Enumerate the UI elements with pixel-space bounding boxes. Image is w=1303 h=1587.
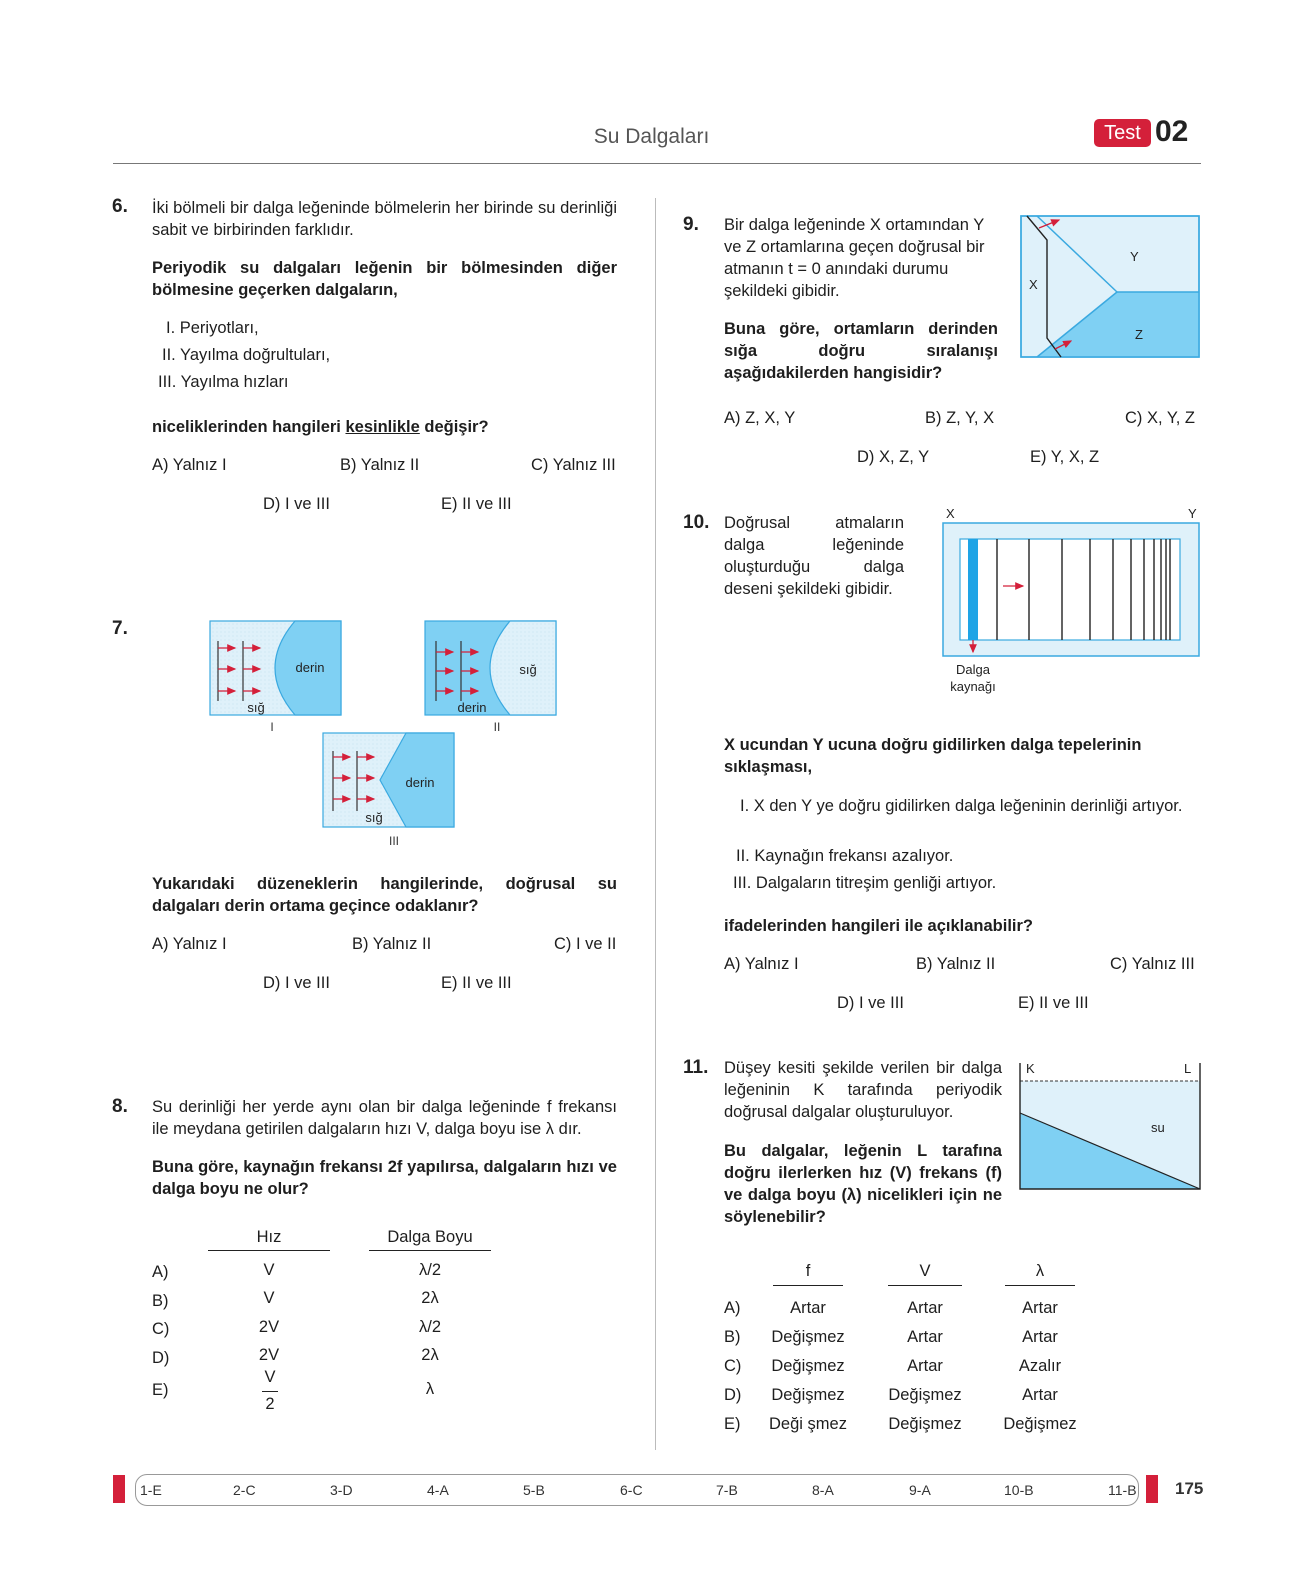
- footer-left-marker: [113, 1475, 125, 1503]
- question-stem: X ucundan Y ucuna doğru gidilirken dalga tepelerinin sıklaşması,: [724, 736, 1142, 776]
- page-number: 175: [1175, 1479, 1204, 1498]
- answer-key-item: 8-A: [812, 1482, 834, 1498]
- option-c[interactable]: C) I ve II: [554, 935, 617, 953]
- answer-key-item: 2-C: [233, 1482, 256, 1498]
- shallow-label: sığ: [247, 700, 265, 715]
- option-a[interactable]: A) Yalnız I: [152, 935, 227, 953]
- question-number: 10.: [683, 512, 710, 533]
- question-intro: Su derinliği her yerde aynı olan bir dalga leğeninde f frekansı ile meydana getirilen dalgaların hızı V, dalga boyu ise λ dır.: [152, 1098, 617, 1138]
- col-header-f: f: [805, 1262, 811, 1280]
- deep-label: derin: [457, 700, 487, 715]
- header-rule: [369, 1250, 491, 1251]
- medium-z-label: Z: [1135, 327, 1143, 342]
- header-rule: [773, 1285, 843, 1286]
- item-I: I. X den Y ye doğru gidilirken dalga leğeninin derinliği artıyor.: [740, 797, 1183, 815]
- ripple-tank-figures: [200, 615, 570, 855]
- answer-key-item: 11-B: [1108, 1482, 1137, 1498]
- fraction-numerator: V: [264, 1368, 276, 1386]
- option-d[interactable]: D) I ve III: [263, 495, 330, 513]
- header-rule: [208, 1250, 330, 1251]
- answer-key-item: 7-B: [716, 1482, 738, 1498]
- figure-I: [210, 621, 341, 734]
- answer-key-item: 10-B: [1004, 1482, 1034, 1498]
- fraction-denominator: 2: [265, 1395, 275, 1413]
- header-rule: [1005, 1285, 1075, 1286]
- figure-II: [425, 621, 556, 734]
- question-stem: Periyodik su dalgaları leğenin bir bölmesinden diğer bölmesine geçerken dalgaların,: [152, 259, 617, 299]
- question-intro: Bir dalga leğeninde X ortamından Y ve Z ortamlarına geçen doğrusal bir atmanın t = 0 anındaki durumu şekildeki gibidir.: [724, 216, 985, 300]
- question-number: 9.: [683, 214, 699, 235]
- item-I: I. Periyotları,: [166, 319, 259, 337]
- figure-III: [323, 733, 454, 848]
- option-b[interactable]: B) Yalnız II: [916, 955, 996, 973]
- option-e[interactable]: E) II ve III: [441, 495, 512, 513]
- footer-right-marker: [1146, 1475, 1158, 1503]
- item-III: III. Yayılma hızları: [158, 373, 289, 391]
- option-b[interactable]: B) Z, Y, X: [925, 409, 995, 427]
- col-header-speed: Hız: [256, 1228, 282, 1246]
- source-label-line2: kaynağı: [950, 679, 996, 694]
- answer-key-item: 9-A: [909, 1482, 931, 1498]
- answer-key-item: 3-D: [330, 1482, 353, 1498]
- shallow-label: sığ: [519, 662, 537, 677]
- answer-key-item: 5-B: [523, 1482, 545, 1498]
- column-divider: [655, 198, 656, 1450]
- option-d[interactable]: D) X, Z, Y: [857, 448, 930, 466]
- option-e[interactable]: E) II ve III: [441, 974, 512, 992]
- medium-x-label: X: [1029, 277, 1038, 292]
- option-a[interactable]: A) Z, X, Y: [724, 409, 796, 427]
- question-number: 8.: [112, 1096, 128, 1117]
- answer-key-item: 6-C: [620, 1482, 643, 1498]
- figure-wave-pattern: [935, 505, 1205, 705]
- test-badge: Test: [1094, 119, 1151, 147]
- col-header-v: V: [919, 1262, 931, 1280]
- header-divider: [113, 163, 1201, 164]
- question-text: Yukarıdaki düzeneklerin hangilerinde, doğrusal su dalgaları derin ortama geçince odaklanır?: [152, 875, 617, 915]
- figure-label: II: [493, 720, 501, 734]
- question-text: ifadelerinden hangileri ile açıklanabilir?: [724, 917, 1034, 935]
- header-rule: [888, 1285, 962, 1286]
- question-number: 11.: [683, 1057, 709, 1078]
- question-text: Buna göre, kaynağın frekansı 2f yapılırsa, dalgaların hızı ve dalga boyu ne olur?: [152, 1158, 617, 1198]
- question-intro: Düşey kesiti şekilde verilen bir dalga leğeninin K tarafında periyodik doğrusal dalgalar oluşturuluyor.: [724, 1059, 1002, 1121]
- option-c[interactable]: C) X, Y, Z: [1125, 409, 1195, 427]
- question-text: Bu dalgalar, leğenin L tarafına doğru ilerlerken hız (V) frekans (f) ve dalga boyu (λ) nicelikleri için ne söylenebilir?: [724, 1142, 1002, 1226]
- figure-label: III: [388, 834, 400, 848]
- question-intro: İki bölmeli bir dalga leğeninde bölmelerin her birinde su derinliği sabit ve birbirinden farklıdır.: [152, 199, 617, 239]
- option-c[interactable]: C) Yalnız III: [531, 456, 616, 474]
- end-x-label: X: [946, 506, 955, 521]
- side-l-label: L: [1184, 1061, 1192, 1076]
- test-number: 02: [1155, 115, 1189, 148]
- fraction-bar: [262, 1391, 278, 1392]
- col-header-lambda: λ: [1035, 1262, 1045, 1280]
- figure-label: I: [270, 720, 274, 734]
- page-title: Su Dalgaları: [593, 125, 710, 148]
- end-y-label: Y: [1188, 506, 1197, 521]
- option-a[interactable]: A) Yalnız I: [152, 456, 227, 474]
- source-label-line1: Dalga: [956, 662, 990, 677]
- item-II: II. Kaynağın frekansı azalıyor.: [736, 847, 954, 865]
- option-a[interactable]: A) Yalnız I: [724, 955, 799, 973]
- option-c[interactable]: C) Yalnız III: [1110, 955, 1195, 973]
- question-intro: Doğrusal atmaların dalga leğeninde oluşturduğu dalga deseni şekildeki gibidir.: [724, 514, 904, 598]
- item-III: III. Dalgaların titreşim genliği artıyor.: [733, 874, 997, 892]
- option-e[interactable]: E) II ve III: [1018, 994, 1089, 1012]
- answer-key-item: 1-E: [140, 1482, 162, 1498]
- option-d[interactable]: D) I ve III: [837, 994, 904, 1012]
- shallow-label: sığ: [365, 810, 383, 825]
- figure-tank-cross-section: [1010, 1055, 1205, 1195]
- answer-key-item: 4-A: [427, 1482, 449, 1498]
- water-label: su: [1151, 1120, 1165, 1135]
- item-II: II. Yayılma doğrultuları,: [162, 346, 331, 364]
- deep-label: derin: [295, 660, 325, 675]
- figure-xyz-media: [1015, 210, 1205, 362]
- col-header-wavelength: Dalga Boyu: [387, 1228, 473, 1246]
- option-e[interactable]: E) Y, X, Z: [1030, 448, 1100, 466]
- question-number: 6.: [112, 196, 128, 217]
- option-b[interactable]: B) Yalnız II: [340, 456, 420, 474]
- medium-y-label: Y: [1130, 249, 1139, 264]
- deep-label: derin: [405, 775, 435, 790]
- side-k-label: K: [1026, 1061, 1035, 1076]
- question-number: 7.: [112, 618, 128, 639]
- question-text: niceliklerinden hangileri kesinlikle değişir?: [152, 418, 489, 436]
- option-d[interactable]: D) I ve III: [263, 974, 330, 992]
- question-text: Buna göre, ortamların derinden sığa doğru sıralanışı aşağıdakilerden hangisidir?: [724, 320, 998, 382]
- option-b[interactable]: B) Yalnız II: [352, 935, 432, 953]
